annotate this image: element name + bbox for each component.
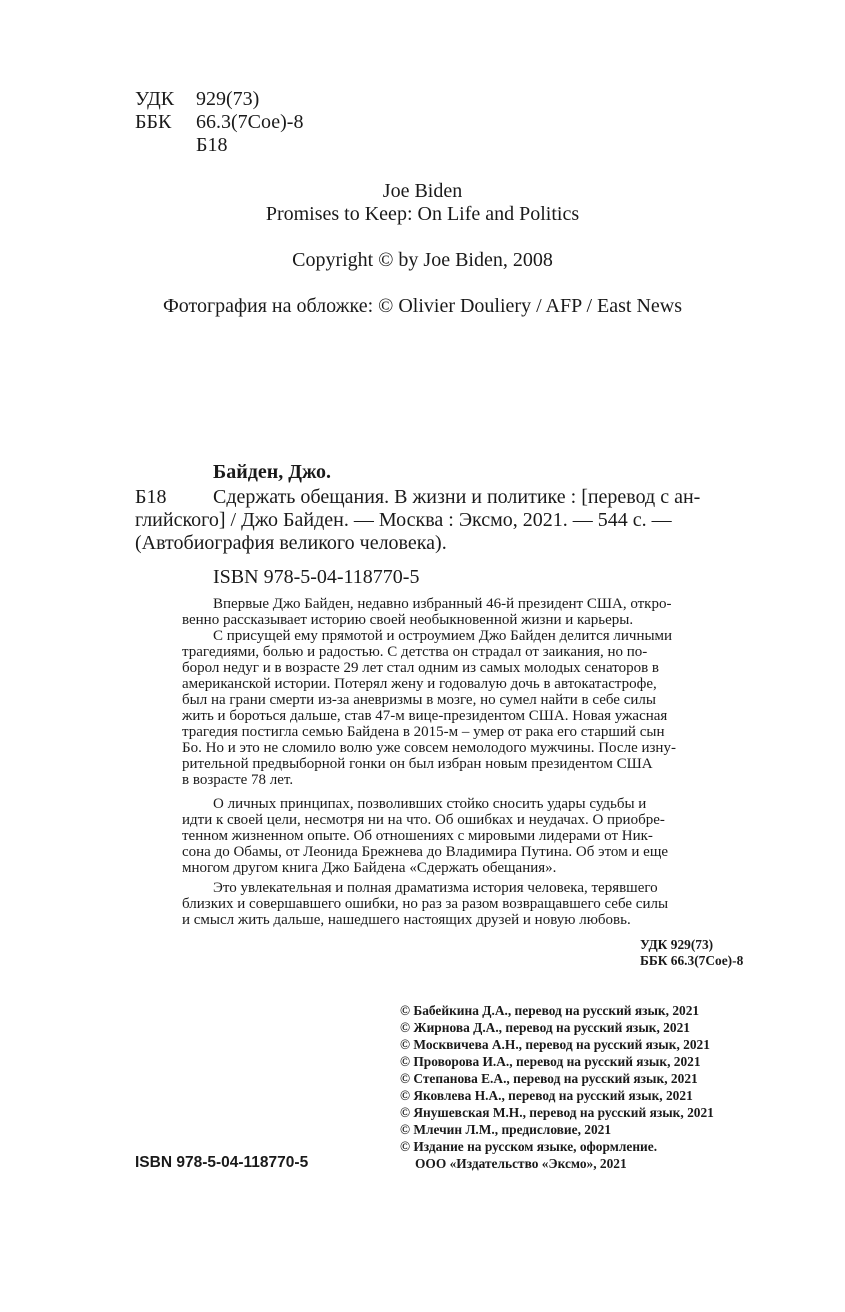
udk-label: УДК bbox=[135, 88, 175, 110]
annotation-line: рительной предвыборной гонки он был избран новым президентом США bbox=[182, 756, 653, 772]
author-mark: Б18 bbox=[196, 134, 228, 156]
copyright-line: © Москвичева А.Н., перевод на русский язык, 2021 bbox=[400, 1037, 710, 1052]
annotation-bbk: ББК 66.3(7Сое)-8 bbox=[640, 953, 744, 968]
annotation-line: близких и совершавшего ошибки, но раз за разом возвращавшего себе силы bbox=[182, 896, 669, 912]
annotation-line: сона до Обамы, от Леонида Брежнева до Владимира Путина. Об этом и еще bbox=[182, 844, 669, 860]
catalog-mark: Б18 bbox=[135, 486, 167, 508]
copyright-line: © Жирнова Д.А., перевод на русский язык, 2021 bbox=[400, 1020, 690, 1035]
copyright-line: © Проворова И.А., перевод на русский язык, 2021 bbox=[400, 1054, 701, 1069]
original-title: Promises to Keep: On Life and Politics bbox=[265, 203, 580, 225]
catalog-isbn: ISBN 978-5-04-118770-5 bbox=[213, 566, 420, 588]
annotation-line: О личных принципах, позволивших стойко сносить удары судьбы и bbox=[213, 796, 647, 812]
annotation-udk: УДК 929(73) bbox=[640, 937, 714, 952]
copyright-line: ООО «Издательство «Эксмо», 2021 bbox=[415, 1156, 627, 1171]
original-author: Joe Biden bbox=[382, 180, 463, 202]
copyright-line: © Млечин Л.М., предисловие, 2021 bbox=[400, 1122, 612, 1137]
annotation-line: жить и бороться дальше, став 47-м вице-президентом США. Новая ужасная bbox=[182, 708, 668, 724]
udk-value: 929(73) bbox=[196, 88, 260, 110]
catalog-heading: Байден, Джо. bbox=[213, 461, 332, 483]
original-copyright: Copyright © by Joe Biden, 2008 bbox=[292, 249, 553, 271]
annotation-line: трагедиями, болью и радостью. С детства он страдал от заикания, но по- bbox=[182, 644, 648, 660]
annotation-line: Впервые Джо Байден, недавно избранный 46-й президент США, откро- bbox=[213, 596, 672, 612]
copyright-line: © Издание на русском языке, оформление. bbox=[400, 1139, 658, 1154]
annotation-line: и смысл жить дальше, нашедшего настоящих друзей и новую любовь. bbox=[182, 912, 631, 928]
catalog-line: Сдержать обещания. В жизни и политике : [перевод с ан- bbox=[213, 486, 701, 508]
photo-credit: Фотография на обложке: © Olivier Douliery / AFP / East News bbox=[162, 295, 683, 317]
footer-isbn: ISBN 978-5-04-118770-5 bbox=[135, 1154, 309, 1171]
annotation-line: Бо. Но и это не сломило волю уже совсем немолодого мужчины. После изну- bbox=[182, 740, 676, 756]
annotation-line: трагедия постигла семью Байдена в 2015-м – умер от рака его старший сын bbox=[182, 724, 665, 740]
annotation-line: многом другом книга Джо Байдена «Сдержать обещания». bbox=[182, 860, 557, 876]
annotation-line: был на грани смерти из-за аневризмы в мозге, но сумел найти в себе силы bbox=[182, 692, 656, 708]
annotation-line: идти к своей цели, несмотря ни на что. Об ошибках и неудачах. О приобре- bbox=[182, 812, 665, 828]
annotation-line: борол недуг и в возрасте 29 лет стал одним из самых молодых сенаторов в bbox=[182, 660, 659, 676]
annotation-line: Это увлекательная и полная драматизма история человека, терявшего bbox=[213, 880, 658, 896]
catalog-line: (Автобиография великого человека). bbox=[135, 532, 447, 554]
annotation-line: американской истории. Потерял жену и годовалую дочь в автокатастрофе, bbox=[182, 676, 657, 692]
annotation-line: венно рассказывает историю своей необыкновенной жизни и карьеры. bbox=[182, 612, 634, 628]
copyright-line: © Степанова Е.А., перевод на русский язык, 2021 bbox=[400, 1071, 698, 1086]
copyright-line: © Янушевская М.Н., перевод на русский язык, 2021 bbox=[400, 1105, 714, 1120]
annotation-line: тенном жизненном опыте. Об отношениях с мировыми лидерами от Ник- bbox=[182, 828, 653, 844]
copyright-line: © Яковлева Н.А., перевод на русский язык, 2021 bbox=[400, 1088, 693, 1103]
annotation-line: С присущей ему прямотой и остроумием Джо Байден делится личными bbox=[213, 628, 673, 644]
bbk-value: 66.3(7Сое)-8 bbox=[196, 111, 304, 133]
catalog-line: глийского] / Джо Байден. — Москва : Эксмо, 2021. — 544 с. — bbox=[135, 509, 672, 531]
annotation-line: в возрасте 78 лет. bbox=[182, 772, 294, 788]
copyright-line: © Бабейкина Д.А., перевод на русский язык, 2021 bbox=[400, 1003, 700, 1018]
bbk-label: ББК bbox=[135, 111, 172, 133]
